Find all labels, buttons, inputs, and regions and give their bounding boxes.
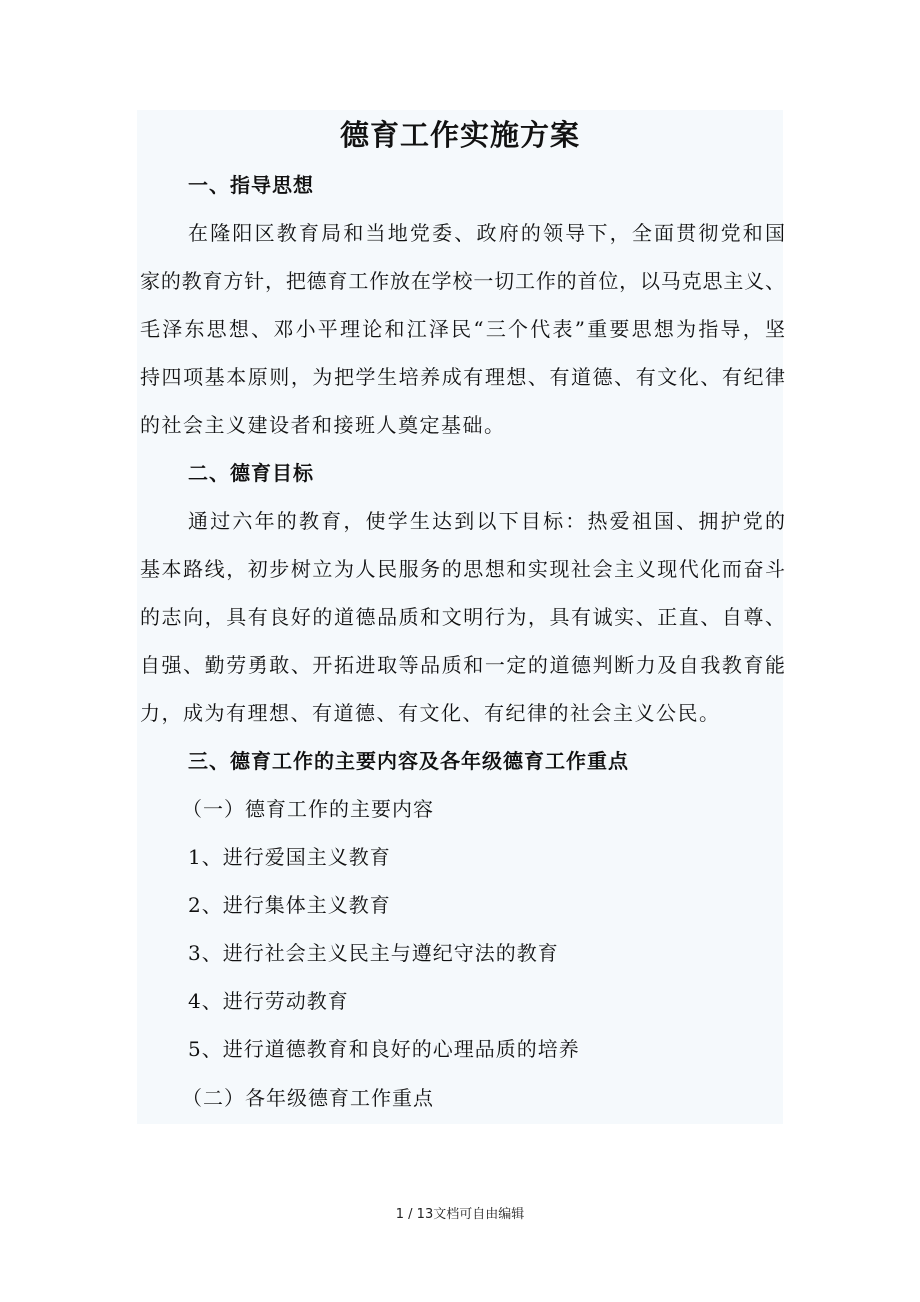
document-title: 德育工作实施方案	[339, 118, 580, 152]
section-2-heading: 二、德育目标	[188, 461, 314, 485]
section-1-heading: 一、指导思想	[188, 173, 314, 197]
section-1-line-4: 持四项基本原则，为把学生培养成有理想、有道德、有文化、有纪律	[140, 365, 785, 389]
list-item-2: 2、进行集体主义教育	[188, 893, 391, 917]
section-2-line-1: 通过六年的教育，使学生达到以下目标：热爱祖国、拥护党的	[188, 509, 785, 533]
subsection-2-heading: （二）各年级德育工作重点	[182, 1086, 434, 1110]
section-1-line-5: 的社会主义建设者和接班人奠定基础。	[140, 413, 506, 437]
section-2-line-5: 力，成为有理想、有道德、有文化、有纪律的社会主义公民。	[140, 701, 721, 725]
list-item-3: 3、进行社会主义民主与遵纪守法的教育	[188, 941, 559, 965]
section-1-line-1: 在隆阳区教育局和当地党委、政府的领导下，全面贯彻党和国	[188, 221, 785, 245]
list-item-4: 4、进行劳动教育	[188, 989, 349, 1013]
section-2-line-2: 基本路线，初步树立为人民服务的思想和实现社会主义现代化而奋斗	[140, 557, 785, 581]
section-3-heading: 三、德育工作的主要内容及各年级德育工作重点	[188, 749, 629, 773]
list-item-5: 5、进行道德教育和良好的心理品质的培养	[188, 1037, 580, 1061]
section-2-line-3: 的志向，具有良好的道德品质和文明行为，具有诚实、正直、自尊、	[140, 605, 785, 629]
section-1-line-2: 家的教育方针，把德育工作放在学校一切工作的首位，以马克思主义、	[140, 269, 785, 293]
subsection-1-heading: （一）德育工作的主要内容	[182, 797, 434, 821]
list-item-1: 1、进行爱国主义教育	[188, 845, 391, 869]
section-1-line-3: 毛泽东思想、邓小平理论和江泽民“三个代表”重要思想为指导，坚	[140, 317, 785, 341]
page-footer: 1 / 13文档可自由编辑	[395, 1207, 525, 1222]
section-2-line-4: 自强、勤劳勇敢、开拓进取等品质和一定的道德判断力及自我教育能	[140, 653, 785, 677]
